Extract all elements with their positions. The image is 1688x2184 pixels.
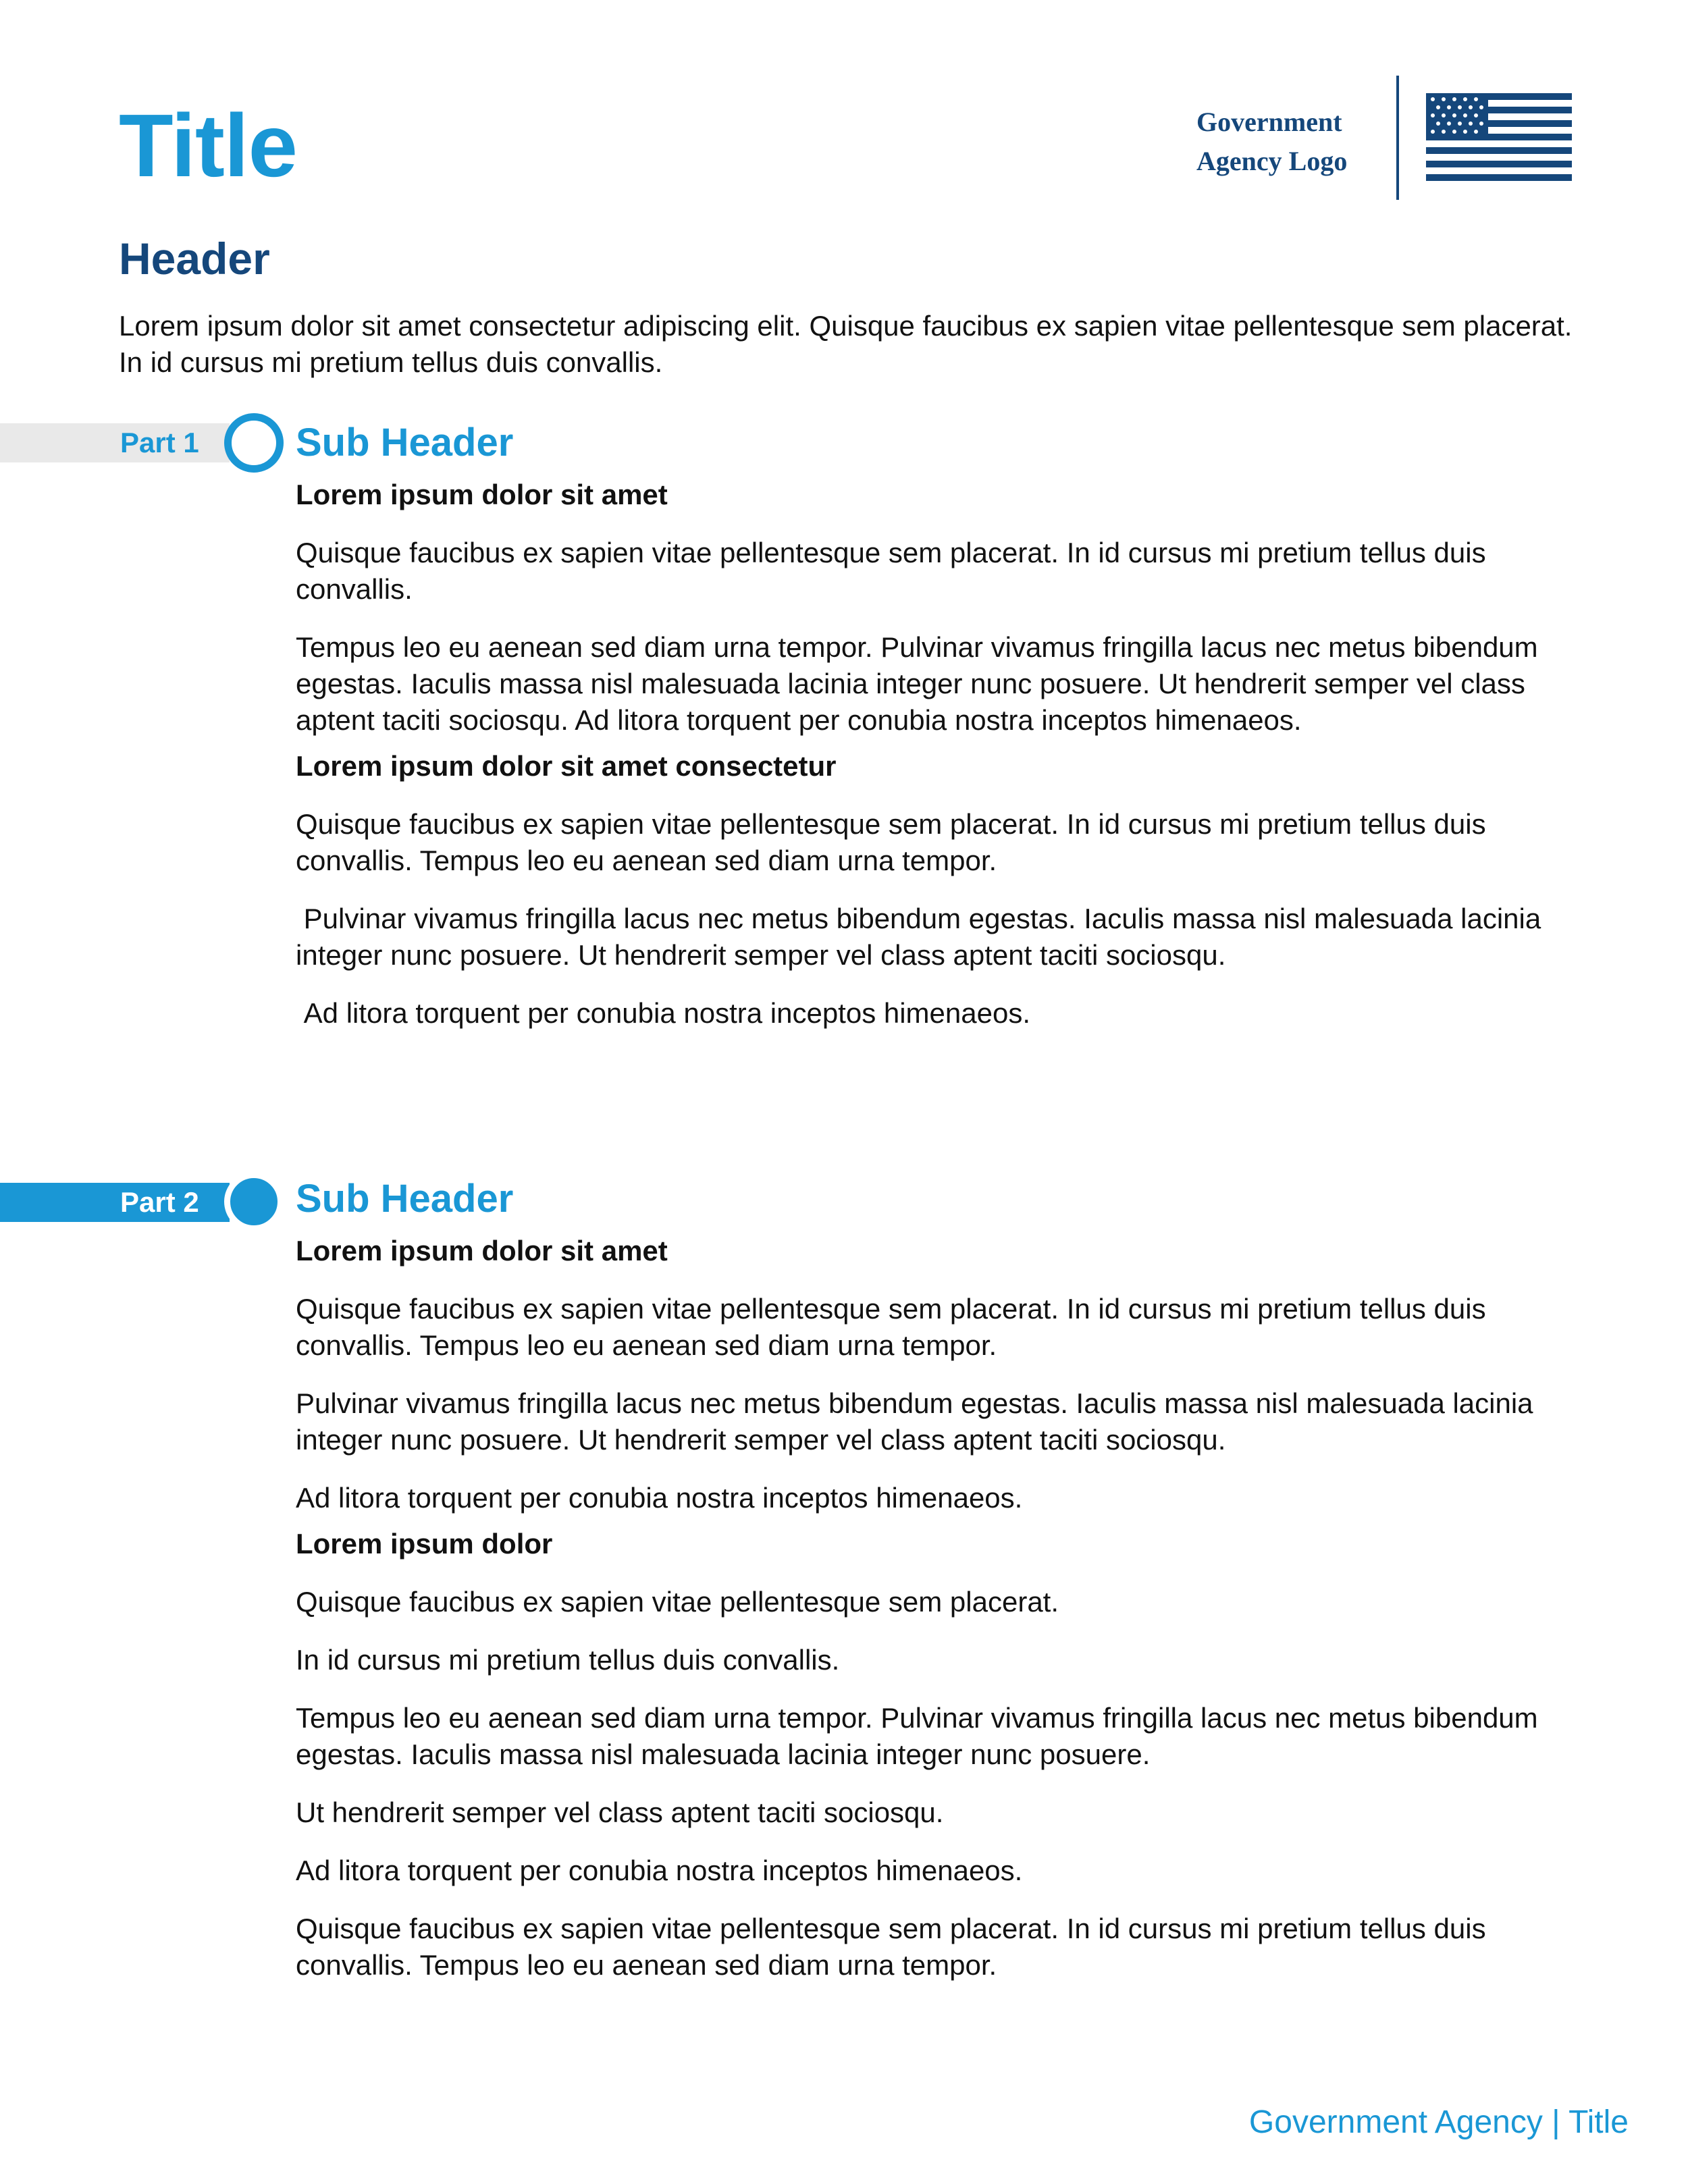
part-1-subheader: Sub Header bbox=[296, 421, 514, 464]
part-2-section bbox=[296, 1175, 1599, 1983]
paragraph: Quisque faucibus ex sapien vitae pellentesque sem placerat. bbox=[296, 1586, 1059, 1618]
us-flag-icon bbox=[1426, 93, 1572, 181]
paragraph: Ut hendrerit semper vel class aptent taciti sociosqu. bbox=[296, 1796, 944, 1828]
intro-paragraph: Lorem ipsum dolor sit amet consectetur adipiscing elit. Quisque faucibus ex sapien vitae pellentesque sem placerat. In id cursus mi pretium tellus duis convallis. bbox=[119, 310, 1573, 378]
part-1-section bbox=[296, 419, 1599, 1032]
paragraph: Ad litora torquent per conubia nostra inceptos himenaeos. bbox=[296, 1482, 1023, 1514]
part-1-heading-2: Lorem ipsum dolor sit amet consectetur bbox=[296, 750, 837, 782]
part-2-heading-2: Lorem ipsum dolor bbox=[296, 1528, 553, 1560]
page-footer: Government Agency | Title bbox=[1248, 2104, 1629, 2140]
logo-line-1: Government bbox=[1196, 107, 1342, 137]
part-2-heading-1: Lorem ipsum dolor sit amet bbox=[296, 1235, 668, 1267]
paragraph: Quisque faucibus ex sapien vitae pellentesque sem placerat. In id cursus mi pretium tellus duis convallis. Tempus leo eu aenean sed diam urna tempor. bbox=[296, 808, 1494, 876]
part-1-heading-1: Lorem ipsum dolor sit amet bbox=[296, 479, 668, 510]
paragraph: Quisque faucibus ex sapien vitae pellentesque sem placerat. In id cursus mi pretium tellus duis convallis. Tempus leo eu aenean sed diam urna tempor. bbox=[296, 1913, 1494, 1981]
paragraph: Tempus leo eu aenean sed diam urna tempor. Pulvinar vivamus fringilla lacus nec metus bibendum egestas. Iaculis massa nisl malesuada lacinia integer nunc posuere. bbox=[296, 1702, 1546, 1770]
page-title: Title bbox=[119, 96, 297, 195]
paragraph: Pulvinar vivamus fringilla lacus nec metus bibendum egestas. Iaculis massa nisl malesuada lacinia integer nunc posuere. Ut hendrerit semper vel class aptent taciti sociosqu. bbox=[296, 1387, 1541, 1456]
paragraph: In id cursus mi pretium tellus duis convallis. bbox=[296, 1644, 840, 1676]
paragraph: Pulvinar vivamus fringilla lacus nec metus bibendum egestas. Iaculis massa nisl malesuada lacinia integer nunc posuere. Ut hendrerit semper vel class aptent taciti sociosqu. bbox=[296, 903, 1549, 971]
paragraph: Tempus leo eu aenean sed diam urna tempor. Pulvinar vivamus fringilla lacus nec metus bibendum egestas. Iaculis massa nisl malesuada lacinia integer nunc posuere. Ut hendrerit semper vel class aptent taciti sociosqu. Ad litora torquent per conubia nostra inceptos himenaeos. bbox=[296, 631, 1546, 736]
logo-divider bbox=[1396, 76, 1399, 200]
paragraph: Ad litora torquent per conubia nostra inceptos himenaeos. bbox=[296, 997, 1031, 1029]
agency-logo-text bbox=[1196, 103, 1359, 181]
paragraph: Quisque faucibus ex sapien vitae pellentesque sem placerat. In id cursus mi pretium tellus duis convallis. bbox=[296, 537, 1494, 605]
section-header: Header bbox=[119, 234, 270, 284]
part-2-subheader: Sub Header bbox=[296, 1177, 514, 1221]
paragraph: Quisque faucibus ex sapien vitae pellentesque sem placerat. In id cursus mi pretium tellus duis convallis. Tempus leo eu aenean sed diam urna tempor. bbox=[296, 1293, 1494, 1361]
logo-line-2: Agency Logo bbox=[1196, 146, 1348, 176]
part-1-label: Part 1 bbox=[120, 427, 199, 458]
paragraph: Ad litora torquent per conubia nostra inceptos himenaeos. bbox=[296, 1855, 1023, 1886]
part-2-label: Part 2 bbox=[120, 1186, 199, 1218]
filled-circle-icon bbox=[224, 1172, 284, 1231]
ring-circle-icon bbox=[224, 413, 284, 473]
